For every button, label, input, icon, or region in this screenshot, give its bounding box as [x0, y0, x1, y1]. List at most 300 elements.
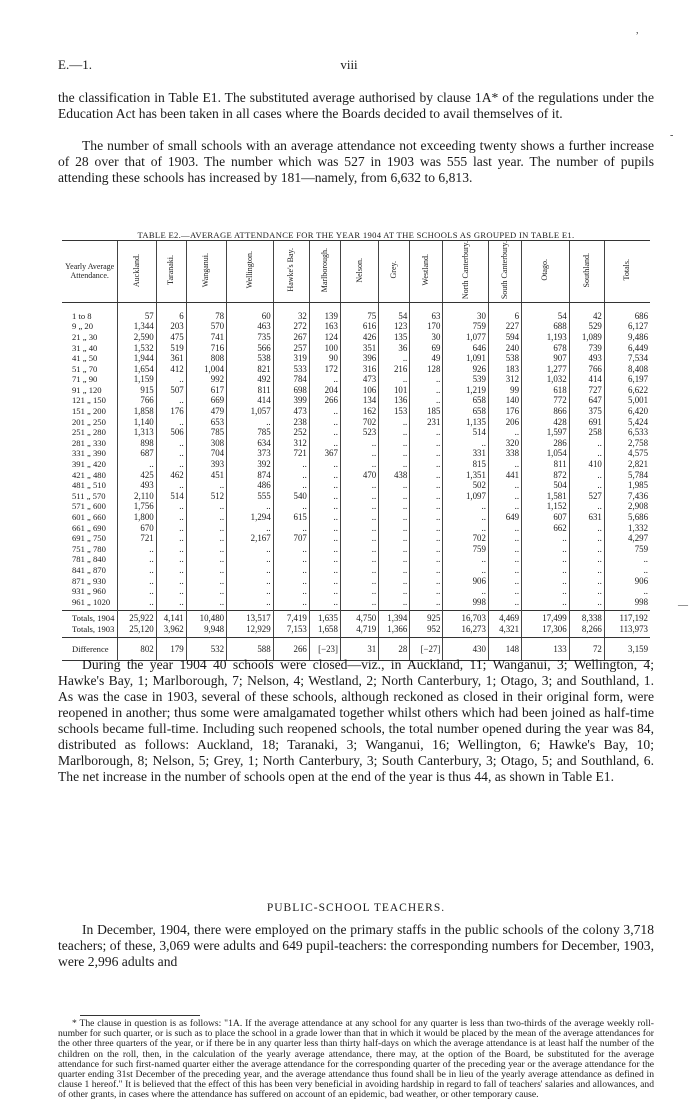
- table-cell: 649: [488, 512, 521, 523]
- table-cell: 179: [156, 637, 186, 661]
- table-cell: ..: [340, 533, 378, 544]
- table-cell: ..: [410, 438, 443, 449]
- table-cell: ..: [379, 597, 410, 611]
- table-cell: 727: [569, 385, 604, 396]
- row-label: 961 „ 1020: [72, 596, 111, 607]
- table-cell: 153: [379, 406, 410, 417]
- table-cell: 17,499: [522, 611, 570, 624]
- row-label: 51 „ 70: [72, 363, 98, 374]
- table-cell: 658: [443, 395, 489, 406]
- table-cell: ..: [604, 554, 650, 565]
- table-cell: 506: [156, 427, 186, 438]
- row-label: Difference: [62, 637, 118, 661]
- table-cell: ..: [340, 597, 378, 611]
- table-cell: 7,153: [273, 624, 309, 637]
- table-cell: ..: [569, 501, 604, 512]
- table-cell: 216: [379, 364, 410, 375]
- attendance-table: [62, 240, 650, 661]
- table-cell: ..: [443, 554, 489, 565]
- table-cell: 1,054: [522, 448, 570, 459]
- table-cell: ..: [309, 438, 340, 449]
- table-totals: [62, 611, 650, 637]
- table-cell: ..: [156, 395, 186, 406]
- table-cell: ..: [273, 597, 309, 611]
- table-cell: 90: [309, 353, 340, 364]
- table-cell: ..: [273, 576, 309, 587]
- table-cell: 72: [569, 637, 604, 661]
- table-cell: ..: [273, 565, 309, 576]
- table-cell: 618: [522, 385, 570, 396]
- table-cell: 6: [156, 302, 186, 321]
- table-cell: 473: [273, 406, 309, 417]
- table-cell: 502: [443, 480, 489, 491]
- table-cell: ..: [488, 480, 521, 491]
- table-cell: 414: [569, 374, 604, 385]
- table-cell: ..: [118, 544, 156, 555]
- table-cell: ..: [340, 480, 378, 491]
- table-cell: 1,654: [118, 364, 156, 375]
- row-label: 931 „ 960: [72, 586, 106, 597]
- table-cell: 425: [118, 470, 156, 481]
- table-cell: 128: [410, 364, 443, 375]
- row-label: 511 „ 570: [72, 490, 106, 501]
- table-cell: ..: [227, 544, 274, 555]
- table-cell: ..: [186, 586, 226, 597]
- table-cell: 1,091: [443, 353, 489, 364]
- row-label: 31 „ 40: [72, 342, 98, 353]
- table-cell: ..: [156, 544, 186, 555]
- table-cell: 4,750: [340, 611, 378, 624]
- table-cell: ..: [273, 586, 309, 597]
- row-label: Totals, 1904: [62, 611, 118, 624]
- table-cell: 338: [488, 448, 521, 459]
- table-cell: ..: [410, 533, 443, 544]
- table-row: [62, 353, 650, 364]
- table-cell: 30: [443, 302, 489, 321]
- table-cell: ..: [186, 576, 226, 587]
- table-cell: 2,758: [604, 438, 650, 449]
- table-cell: 133: [522, 637, 570, 661]
- table-cell: ..: [309, 565, 340, 576]
- table-cell: ..: [410, 576, 443, 587]
- table-cell: 646: [443, 343, 489, 354]
- table-cell: 99: [488, 385, 521, 396]
- row-label: 121 „ 150: [72, 395, 106, 406]
- table-cell: ..: [488, 501, 521, 512]
- page-header: [58, 57, 640, 73]
- table-cell: ..: [156, 448, 186, 459]
- table-cell: ..: [569, 576, 604, 587]
- table-cell: 653: [186, 417, 226, 428]
- table-cell: 430: [443, 637, 489, 661]
- table-cell: ..: [227, 523, 274, 534]
- table-cell: 203: [156, 321, 186, 332]
- table-row: [62, 501, 650, 512]
- table-cell: 533: [273, 364, 309, 375]
- table-cell: ..: [488, 459, 521, 470]
- table-cell: 759: [604, 544, 650, 555]
- table-cell: 139: [309, 302, 340, 321]
- table-cell: ..: [522, 565, 570, 576]
- table-cell: 615: [273, 512, 309, 523]
- table-cell: ..: [488, 491, 521, 502]
- table-cell: 320: [488, 438, 521, 449]
- table-cell: 8,266: [569, 624, 604, 637]
- table-cell: ..: [410, 459, 443, 470]
- table-cell: ..: [227, 417, 274, 428]
- table-cell: 492: [227, 374, 274, 385]
- table-cell: 331: [443, 448, 489, 459]
- table-cell: 2,590: [118, 332, 156, 343]
- table-cell: ..: [156, 417, 186, 428]
- table-cell: 8,408: [604, 364, 650, 375]
- table-row: [62, 385, 650, 396]
- table-cell: 670: [118, 523, 156, 534]
- table-cell: 312: [273, 438, 309, 449]
- table-cell: [−27]: [410, 637, 443, 661]
- table-cell: ..: [186, 544, 226, 555]
- table-cell: ..: [379, 586, 410, 597]
- table-cell: ..: [340, 565, 378, 576]
- table-cell: ..: [156, 533, 186, 544]
- table-cell: 441: [488, 470, 521, 481]
- table-cell: 101: [379, 385, 410, 396]
- table-cell: 57: [118, 302, 156, 321]
- table-body: [62, 302, 650, 611]
- row-label: 21 „ 30: [72, 331, 98, 342]
- table-cell: ..: [186, 597, 226, 611]
- table-cell: 815: [443, 459, 489, 470]
- table-cell: ..: [488, 576, 521, 587]
- table-cell: ..: [522, 544, 570, 555]
- table-header-row: [62, 241, 650, 303]
- margin-mark: ,: [636, 25, 639, 36]
- table-row: [62, 448, 650, 459]
- table-cell: ..: [379, 480, 410, 491]
- table-cell: 69: [410, 343, 443, 354]
- table-cell: 231: [410, 417, 443, 428]
- table-cell: 257: [273, 343, 309, 354]
- table-cell: 538: [227, 353, 274, 364]
- table-cell: 772: [522, 395, 570, 406]
- table-cell: 25,922: [118, 611, 156, 624]
- table-cell: 662: [522, 523, 570, 534]
- table-cell: ..: [379, 459, 410, 470]
- column-header: Otago.: [522, 241, 570, 303]
- table-cell: 258: [569, 427, 604, 438]
- table-cell: 4,297: [604, 533, 650, 544]
- table-cell: ..: [443, 565, 489, 576]
- table-cell: 555: [227, 491, 274, 502]
- table-cell: 512: [186, 491, 226, 502]
- table-cell: 42: [569, 302, 604, 321]
- table-cell: 7,419: [273, 611, 309, 624]
- column-header: North Canterbury.: [443, 241, 489, 303]
- table-cell: 1,658: [309, 624, 340, 637]
- table-cell: ..: [309, 501, 340, 512]
- table-cell: ..: [443, 586, 489, 597]
- table-cell: ..: [569, 480, 604, 491]
- table-cell: ..: [309, 491, 340, 502]
- table-cell: 13,517: [227, 611, 274, 624]
- table-cell: ..: [340, 459, 378, 470]
- row-label: 151 „ 200: [72, 406, 106, 417]
- table-cell: 691: [569, 417, 604, 428]
- table-cell: ..: [379, 576, 410, 587]
- table-cell: 316: [340, 364, 378, 375]
- table-cell: 906: [443, 576, 489, 587]
- table-cell: 514: [443, 427, 489, 438]
- table-cell: ..: [410, 586, 443, 597]
- table-cell: ..: [273, 554, 309, 565]
- table-cell: 527: [569, 491, 604, 502]
- table-cell: 124: [309, 332, 340, 343]
- table-cell: 678: [522, 343, 570, 354]
- table-cell: 925: [410, 611, 443, 624]
- table-cell: 741: [186, 332, 226, 343]
- table-cell: ..: [488, 586, 521, 597]
- table-cell: 566: [227, 343, 274, 354]
- table-cell: ..: [410, 470, 443, 481]
- table-cell: 134: [340, 395, 378, 406]
- table-cell: 739: [569, 343, 604, 354]
- table-cell: 1,294: [227, 512, 274, 523]
- table-cell: 462: [156, 470, 186, 481]
- table-cell: 2,908: [604, 501, 650, 512]
- table-cell: 206: [488, 417, 521, 428]
- table-cell: 117,192: [604, 611, 650, 624]
- table-cell: 926: [443, 364, 489, 375]
- table-cell: ..: [273, 523, 309, 534]
- table-cell: ..: [273, 459, 309, 470]
- table-cell: ..: [118, 586, 156, 597]
- table-cell: 60: [227, 302, 274, 321]
- table-cell: ..: [604, 565, 650, 576]
- table-cell: ..: [273, 480, 309, 491]
- table-cell: ..: [522, 554, 570, 565]
- table-cell: 898: [118, 438, 156, 449]
- table-cell: ..: [488, 427, 521, 438]
- table-row: [62, 480, 650, 491]
- row-label: 1 to 8: [72, 310, 92, 321]
- row-label: 281 „ 330: [72, 437, 106, 448]
- table-cell: 784: [273, 374, 309, 385]
- table-cell: ..: [410, 544, 443, 555]
- table-cell: ..: [410, 512, 443, 523]
- table-cell: ..: [379, 565, 410, 576]
- table-cell: 238: [273, 417, 309, 428]
- table-cell: 4,141: [156, 611, 186, 624]
- table-cell: 821: [227, 364, 274, 375]
- table-cell: 162: [340, 406, 378, 417]
- column-header-attendance: Yearly Average Attendance.: [62, 241, 118, 303]
- column-header: Totals.: [604, 241, 650, 303]
- header-reference: E.—1.: [58, 57, 92, 72]
- table-cell: ..: [118, 459, 156, 470]
- table-cell: 7,534: [604, 353, 650, 364]
- table-cell: 54: [522, 302, 570, 321]
- table-cell: ..: [379, 353, 410, 364]
- table-row: [62, 586, 650, 597]
- table-cell: 721: [118, 533, 156, 544]
- row-label: 781 „ 840: [72, 554, 106, 565]
- page-number: viii: [340, 57, 358, 72]
- column-header: Wellington.: [227, 241, 274, 303]
- table-cell: ..: [118, 565, 156, 576]
- table-cell: 1,858: [118, 406, 156, 417]
- table-cell: 811: [522, 459, 570, 470]
- table-row: [62, 576, 650, 587]
- table-cell: 785: [227, 427, 274, 438]
- table-row: [62, 512, 650, 523]
- table-cell: 140: [488, 395, 521, 406]
- table-cell: ..: [340, 512, 378, 523]
- table-cell: 766: [118, 395, 156, 406]
- table-cell: 594: [488, 332, 521, 343]
- table-cell: 1,800: [118, 512, 156, 523]
- table-cell: ..: [340, 554, 378, 565]
- table-cell: 1,004: [186, 364, 226, 375]
- table-cell: ..: [309, 544, 340, 555]
- table-cell: 6,127: [604, 321, 650, 332]
- table-cell: 36: [379, 343, 410, 354]
- table-cell: ..: [379, 491, 410, 502]
- table-cell: ..: [488, 544, 521, 555]
- table-cell: 570: [186, 321, 226, 332]
- table-cell: 759: [443, 544, 489, 555]
- table-cell: ..: [118, 576, 156, 587]
- table-cell: ..: [443, 501, 489, 512]
- table-row: [62, 343, 650, 354]
- table-cell: 414: [227, 395, 274, 406]
- table-cell: ..: [156, 586, 186, 597]
- table-cell: 63: [410, 302, 443, 321]
- table-cell: ..: [340, 544, 378, 555]
- table-cell: ..: [410, 395, 443, 406]
- table-cell: ..: [309, 427, 340, 438]
- table-cell: 426: [340, 332, 378, 343]
- table-cell: ..: [379, 523, 410, 534]
- table-cell: 463: [227, 321, 274, 332]
- table-cell: 227: [488, 321, 521, 332]
- table-cell: ..: [522, 576, 570, 587]
- table-cell: 240: [488, 343, 521, 354]
- footnote-rule: [80, 1015, 200, 1016]
- column-header: Hawke's Bay.: [273, 241, 309, 303]
- table-cell: 451: [186, 470, 226, 481]
- table-cell: ..: [273, 470, 309, 481]
- table-cell: ..: [186, 565, 226, 576]
- table-cell: 519: [156, 343, 186, 354]
- table-cell: 6,533: [604, 427, 650, 438]
- table-cell: 1,635: [309, 611, 340, 624]
- table-row: [62, 427, 650, 438]
- table-cell: ..: [379, 438, 410, 449]
- table-cell: 4,469: [488, 611, 521, 624]
- table-cell: ..: [488, 554, 521, 565]
- table-cell: 266: [309, 395, 340, 406]
- table-cell: 915: [118, 385, 156, 396]
- table-cell: 28: [379, 637, 410, 661]
- table-cell: 392: [227, 459, 274, 470]
- column-header: Westland.: [410, 241, 443, 303]
- table-cell: 802: [118, 637, 156, 661]
- table-cell: 486: [227, 480, 274, 491]
- table-cell: 54: [379, 302, 410, 321]
- table-cell: 25,120: [118, 624, 156, 637]
- table-cell: 607: [522, 512, 570, 523]
- table-cell: 148: [488, 637, 521, 661]
- table-cell: 523: [340, 427, 378, 438]
- row-label: 91 „ 120: [72, 384, 102, 395]
- table-cell: 647: [569, 395, 604, 406]
- table-cell: 9,948: [186, 624, 226, 637]
- table-row: [62, 438, 650, 449]
- table-cell: 5,686: [604, 512, 650, 523]
- table-cell: ..: [186, 523, 226, 534]
- table-cell: 393: [186, 459, 226, 470]
- table-cell: 266: [273, 637, 309, 661]
- row-label: 391 „ 420: [72, 459, 106, 470]
- table-cell: 2,110: [118, 491, 156, 502]
- table-cell: ..: [186, 512, 226, 523]
- table-cell: ..: [309, 597, 340, 611]
- table-cell: ..: [410, 480, 443, 491]
- table-cell: ..: [410, 374, 443, 385]
- table-cell: 998: [604, 597, 650, 611]
- table-cell: ..: [379, 554, 410, 565]
- table-cell: ..: [309, 480, 340, 491]
- table-cell: 10,480: [186, 611, 226, 624]
- table-cell: 721: [273, 448, 309, 459]
- table-row: [62, 417, 650, 428]
- table-row: [62, 470, 650, 481]
- table-cell: 6,449: [604, 343, 650, 354]
- table-cell: 135: [379, 332, 410, 343]
- section-heading-teachers: PUBLIC-SCHOOL TEACHERS.: [266, 902, 446, 914]
- table-cell: ..: [273, 544, 309, 555]
- table-cell: ..: [443, 438, 489, 449]
- row-label: 481 „ 510: [72, 480, 106, 491]
- table-cell: 6,420: [604, 406, 650, 417]
- totals-row: [62, 624, 650, 637]
- table-cell: ..: [379, 417, 410, 428]
- table-cell: 183: [488, 364, 521, 375]
- table-cell: ..: [309, 523, 340, 534]
- table-cell: ..: [309, 417, 340, 428]
- table-cell: ..: [340, 438, 378, 449]
- table-cell: 906: [604, 576, 650, 587]
- paragraph-small-schools: The number of small schools with an average attendance not exceeding twenty shows a further increase of 28 over that of 1903. The number which was 527 in 1903 was 555 last year. The number of pupils attending these schools has increased by 181—namely, from 6,632 to 6,813.: [58, 138, 654, 185]
- table-cell: 16,273: [443, 624, 489, 637]
- table-cell: ..: [227, 586, 274, 597]
- table-cell: 588: [227, 637, 274, 661]
- row-label: 41 „ 50: [72, 353, 98, 364]
- table-cell: 412: [156, 364, 186, 375]
- table-cell: ..: [522, 533, 570, 544]
- table-cell: 6,622: [604, 385, 650, 396]
- table-cell: ..: [569, 554, 604, 565]
- table-cell: ..: [227, 576, 274, 587]
- table-cell: 811: [227, 385, 274, 396]
- table-cell: ..: [340, 576, 378, 587]
- table-cell: ..: [379, 533, 410, 544]
- table-cell: 759: [443, 321, 489, 332]
- table-cell: 9,486: [604, 332, 650, 343]
- table-cell: 1,135: [443, 417, 489, 428]
- table-row: [62, 544, 650, 555]
- table-cell: 766: [569, 364, 604, 375]
